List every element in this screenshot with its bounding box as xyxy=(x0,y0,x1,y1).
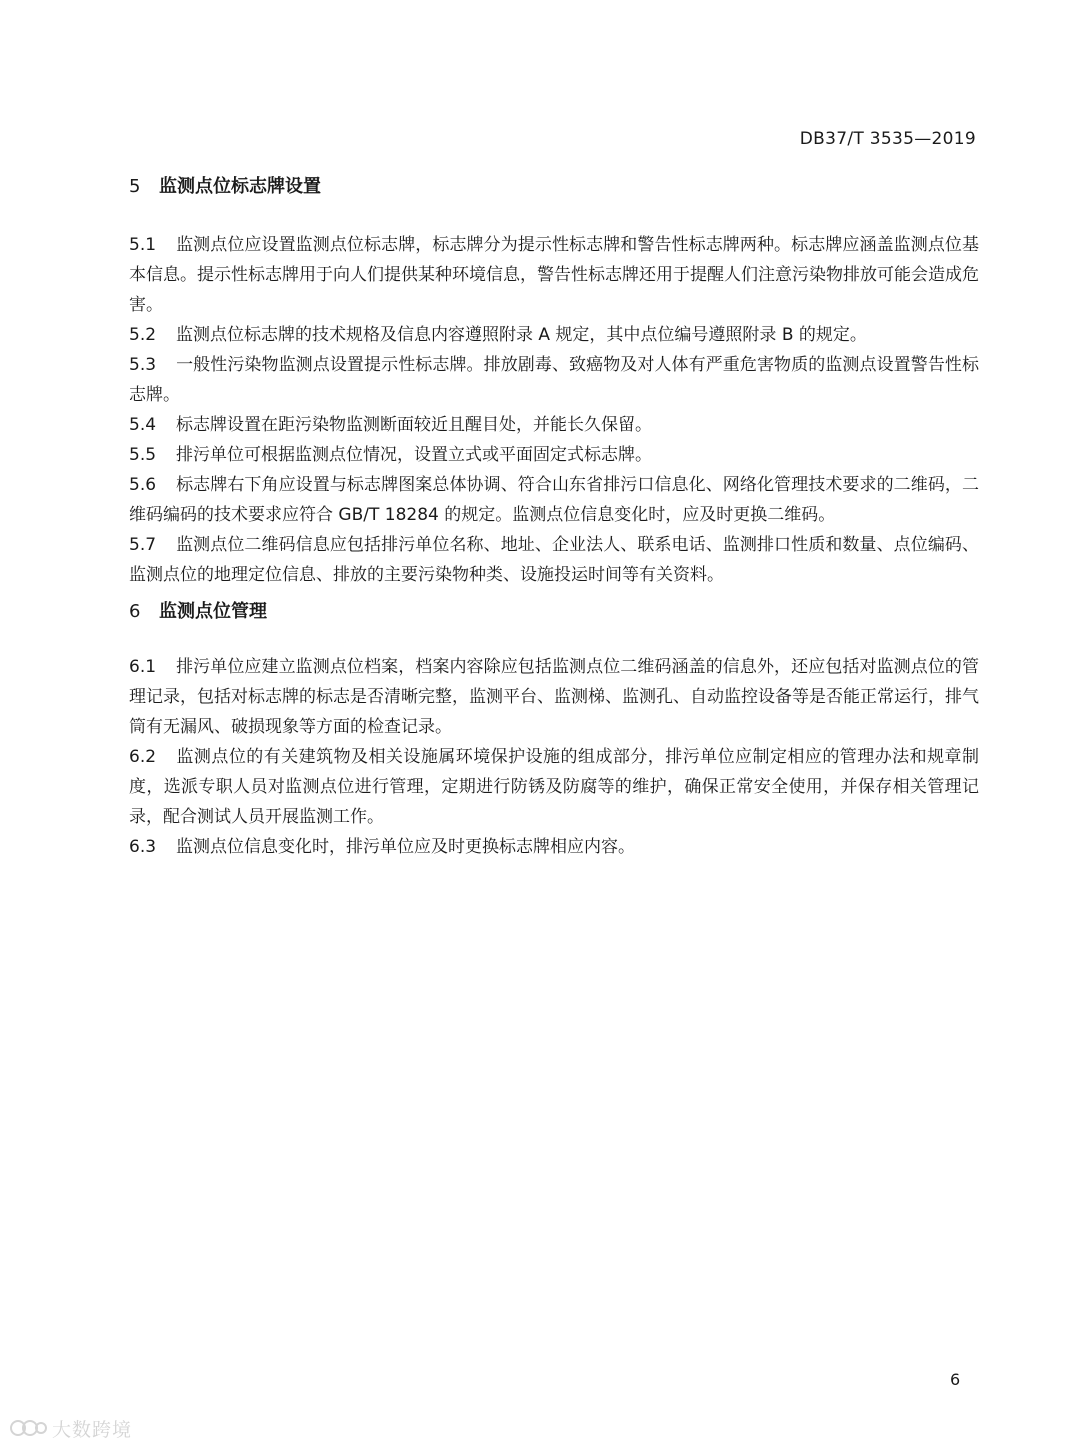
clause-text: 监测点位信息变化时，排污单位应及时更换标志牌相应内容。 xyxy=(176,837,635,857)
watermark-text: 大数跨境 xyxy=(52,1418,133,1441)
clause-number: 5.1 xyxy=(129,235,157,255)
clause-6-2 xyxy=(129,742,979,832)
clause-text: 监测点位的有关建筑物及相关设施属环境保护设施的组成部分，排污单位应制定相应的管理办法和规章制度，选派专职人员对监测点位进行管理，定期进行防锈及防腐等的维护，确保正常安全使用，并保存相关管理记录，配合测试人员开展监测工作。 xyxy=(129,747,979,827)
clause-number: 5.7 xyxy=(129,535,157,555)
clause-text: 一般性污染物监测点设置提示性标志牌。排放剧毒、致癌物及对人体有严重危害物质的监测点设置警告性标志牌。 xyxy=(129,355,979,405)
watermark xyxy=(8,1413,132,1443)
clause-5-6 xyxy=(129,470,979,530)
clause-number: 5.5 xyxy=(129,445,157,465)
clause-6-1 xyxy=(129,652,979,742)
clause-text: 监测点位标志牌的技术规格及信息内容遵照附录 A 规定，其中点位编号遵照附录 B 的规定。 xyxy=(176,325,867,345)
clause-6-3 xyxy=(129,832,979,862)
clause-5-2 xyxy=(129,320,979,350)
clause-5-5 xyxy=(129,440,979,470)
clause-number: 5.2 xyxy=(129,325,157,345)
section-title: 监测点位标志牌设置 xyxy=(159,176,321,197)
clause-number: 6.1 xyxy=(129,657,157,677)
clause-text: 排污单位可根据监测点位情况，设置立式或平面固定式标志牌。 xyxy=(176,445,652,465)
section-heading xyxy=(129,597,979,627)
standard-number: DB37/T 3535—2019 xyxy=(799,129,976,149)
clause-5-1 xyxy=(129,230,979,320)
section-5 xyxy=(129,172,979,202)
clause-number: 5.6 xyxy=(129,475,157,495)
clause-5-7 xyxy=(129,530,979,590)
clause-text: 监测点位二维码信息应包括排污单位名称、地址、企业法人、联系电话、监测排口性质和数量、点位编码、监测点位的地理定位信息、排放的主要污染物种类、设施投运时间等有关资料。 xyxy=(129,535,979,585)
clause-number: 6.2 xyxy=(129,747,157,767)
clause-5-4 xyxy=(129,410,979,440)
section-6 xyxy=(129,597,979,627)
clause-text: 标志牌设置在距污染物监测断面较近且醒目处，并能长久保留。 xyxy=(176,415,652,435)
clause-number: 5.4 xyxy=(129,415,157,435)
clause-number: 6.3 xyxy=(129,837,157,857)
section-heading xyxy=(129,172,979,202)
section-number: 5 xyxy=(129,176,141,197)
section-number: 6 xyxy=(129,601,141,622)
clause-5-3 xyxy=(129,350,979,410)
section-title: 监测点位管理 xyxy=(159,601,267,622)
clause-number: 5.3 xyxy=(129,355,157,375)
clause-text: 排污单位应建立监测点位档案，档案内容除应包括监测点位二维码涵盖的信息外，还应包括对监测点位的管理记录，包括对标志牌的标志是否清晰完整，监测平台、监测梯、监测孔、自动监控设备等是否能正常运行，排气筒有无漏风、破损现象等方面的检查记录。 xyxy=(129,657,979,737)
section-6-clauses xyxy=(129,652,979,862)
section-5-clauses xyxy=(129,230,979,590)
page-number: 6 xyxy=(950,1370,961,1389)
clause-text: 标志牌右下角应设置与标志牌图案总体协调、符合山东省排污口信息化、网络化管理技术要求的二维码，二维码编码的技术要求应符合 GB/T 18284 的规定。监测点位信息变化时，应及时更换二维码。 xyxy=(129,475,979,525)
clause-text: 监测点位应设置监测点位标志牌，标志牌分为提示性标志牌和警告性标志牌两种。标志牌应涵盖监测点位基本信息。提示性标志牌用于向人们提供某种环境信息，警告性标志牌还用于提醒人们注意污染物排放可能会造成危害。 xyxy=(129,235,979,315)
logo-icon xyxy=(8,1414,48,1442)
